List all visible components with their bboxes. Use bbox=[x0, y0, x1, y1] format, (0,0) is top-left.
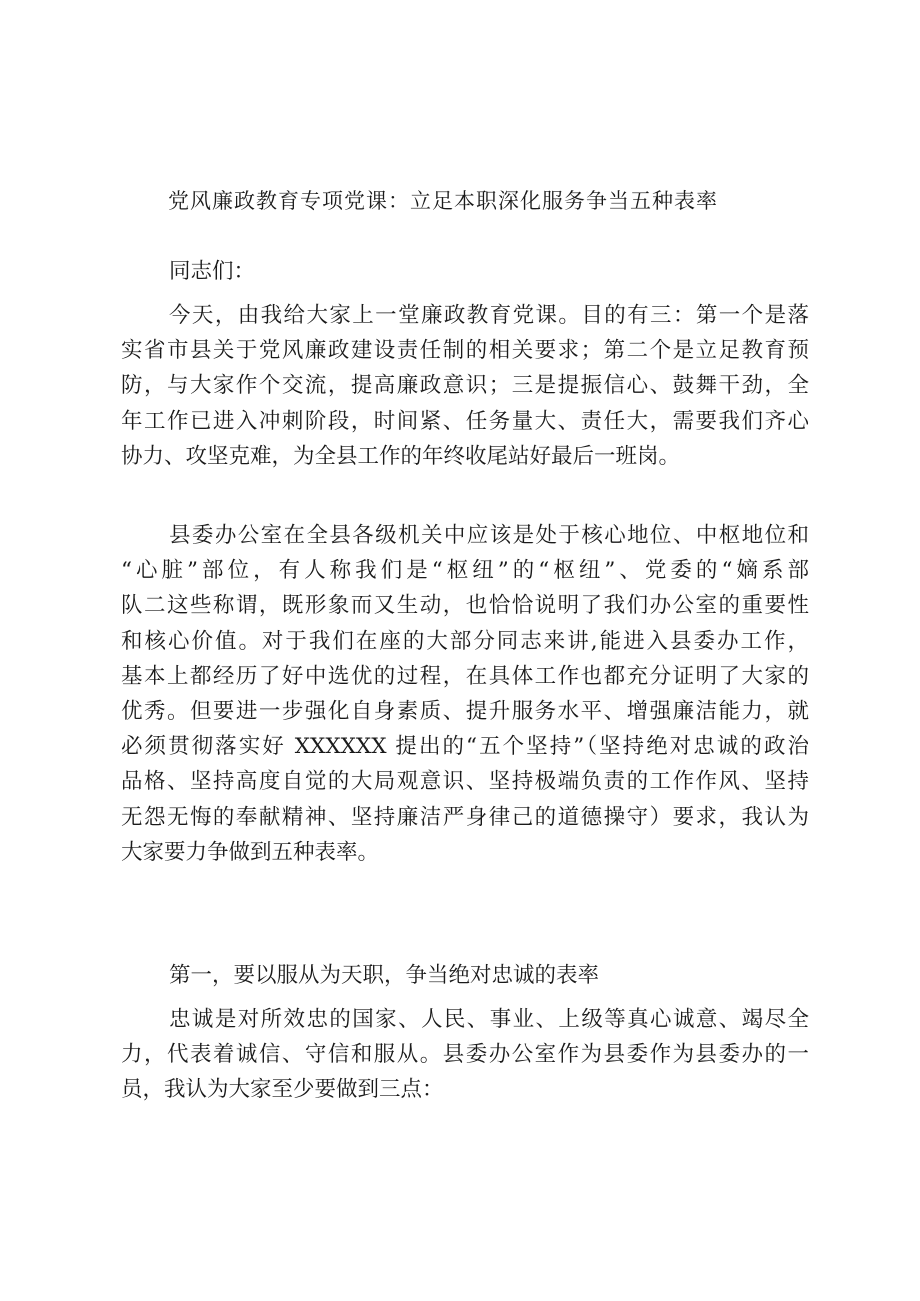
paragraph-line: 力，代表着诚信、守信和服从。县委办公室作为县委作为县委办的一 bbox=[121, 1042, 809, 1068]
paragraph-line: 协力、攻坚克难，为全县工作的年终收尾站好最后一班岗。 bbox=[121, 443, 681, 469]
paragraph-line: 基本上都经历了好中选优的过程，在具体工作也都充分证明了大家的 bbox=[121, 663, 809, 689]
greeting-line: 同志们： bbox=[169, 259, 256, 284]
section-heading-1 bbox=[121, 958, 809, 993]
paragraph-line: 队二这些称谓，既形象而又生动，也恰恰说明了我们办公室的重要性 bbox=[121, 593, 809, 619]
paragraph-line: 员，我认为大家至少要做到三点： bbox=[121, 1077, 444, 1103]
paragraph-line: 防，与大家作个交流，提高廉政意识；三是提振信心、鼓舞干劲，全 bbox=[121, 373, 809, 399]
paragraph-line: 今天，由我给大家上一堂廉政教育党课。目的有三：第一个是落 bbox=[169, 303, 809, 328]
paragraph-line: 优秀。但要进一步强化自身素质、提升服务水平、增强廉洁能力，就 bbox=[121, 699, 809, 725]
paragraph-line: “心脏”部位，有人称我们是“枢纽”的“枢纽”、党委的“嫡系部 bbox=[121, 558, 809, 584]
document-title: 党风廉政教育专项党课：立足本职深化服务争当五种表率 bbox=[168, 189, 718, 213]
section-heading-line: 第一，要以服从为天职，争当绝对忠诚的表率 bbox=[169, 963, 600, 988]
paragraph-line: 大家要力争做到五种表率。 bbox=[121, 839, 380, 865]
paragraph-line: 实省市县关于党风廉政建设责任制的相关要求；第二个是立足教育预 bbox=[121, 338, 809, 364]
greeting bbox=[121, 254, 809, 289]
paragraph-line: 品格、坚持高度自觉的大局观意识、坚持极端负责的工作作风、坚持 bbox=[121, 769, 809, 795]
paragraph-1 bbox=[121, 298, 809, 474]
paragraph-line: 年工作已进入冲刺阶段，时间紧、任务量大、责任大，需要我们齐心 bbox=[121, 408, 809, 434]
paragraph-3 bbox=[121, 1002, 809, 1108]
paragraph-line: 忠诚是对所效忠的国家、人民、事业、上级等真心诚意、竭尽全 bbox=[169, 1007, 809, 1032]
paragraph-line: 县委办公室在全县各级机关中应该是处于核心地位、中枢地位和 bbox=[169, 523, 809, 548]
paragraph-line: 无怨无悔的奉献精神、坚持廉洁严身律己的道德操守）要求，我认为 bbox=[121, 804, 809, 830]
paragraph-line: 和核心价值。对于我们在座的大部分同志来讲,能进入县委办工作， bbox=[121, 628, 809, 654]
paragraph-2 bbox=[121, 518, 809, 870]
paragraph-line: 必须贯彻落实好 XXXXXX 提出的“五个坚持”（坚持绝对忠诚的政治 bbox=[121, 734, 809, 760]
